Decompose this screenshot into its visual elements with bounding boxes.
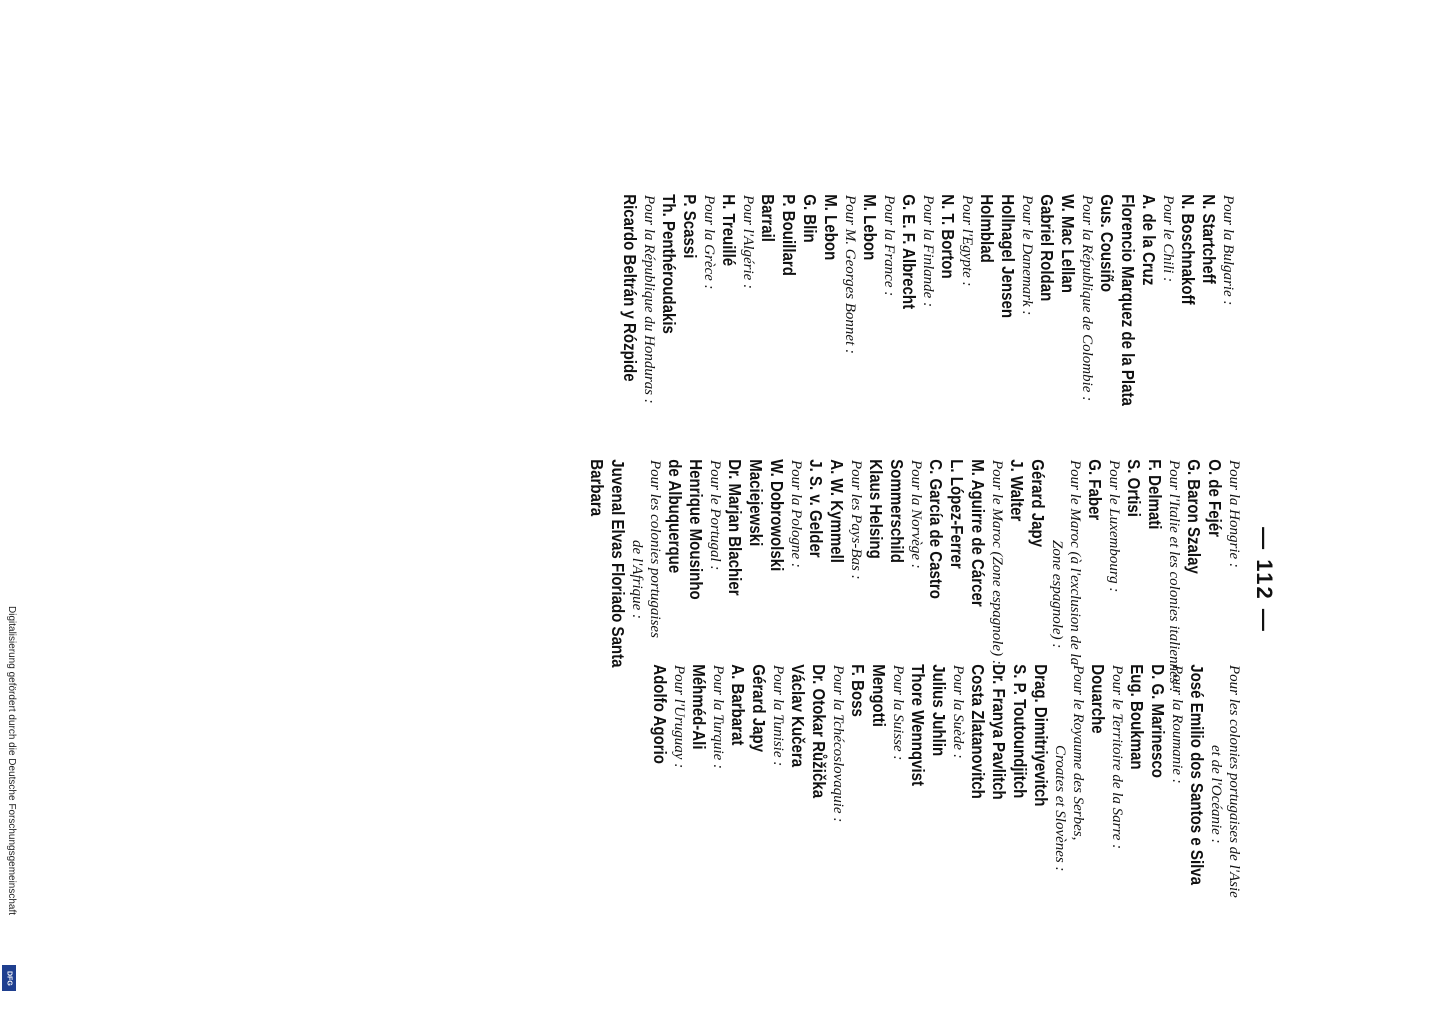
- signatory-name: Julius Juhlin: [929, 664, 949, 757]
- signatory-name: de Albuquerque: [665, 459, 685, 574]
- signatory-name: W. Dobrowolski: [767, 459, 787, 572]
- group-heading: Pour le Chili :: [1160, 195, 1176, 283]
- signatory-name: N. T. Borton: [938, 194, 958, 279]
- signatory-name: F. Boss: [848, 664, 868, 717]
- signatory-name: F. Delmati: [1145, 459, 1165, 530]
- signatory-name: P. Bouillard: [779, 194, 799, 276]
- group-heading: Pour l'Uruguay :: [671, 665, 687, 769]
- group-heading: Pour la Hongrie :: [1226, 460, 1242, 568]
- signatory-group: [658, 165, 718, 465]
- signatory-name: Douarche: [1088, 664, 1108, 734]
- signatory-name: Costa Zlatanovitch: [968, 664, 988, 799]
- signatory-group: [1126, 635, 1186, 1035]
- signatory-name: Gérard Japy: [749, 664, 769, 753]
- signatory-name: Méhméd-Ali: [689, 664, 709, 750]
- signatory-name: Dr. Otokar Růžička: [809, 664, 829, 799]
- signatory-name: Holmblad: [977, 194, 997, 263]
- column-right: [649, 635, 1243, 1035]
- signatory-name: Mengotti: [869, 664, 889, 727]
- group-heading: Pour la Turquie :: [710, 665, 726, 770]
- signatory-name: Gérard Japy: [1028, 459, 1048, 548]
- group-heading: Pour le Royaume des Serbes,: [1070, 665, 1086, 841]
- signatory-name: G. Blin: [800, 194, 820, 243]
- signatory-group: [1096, 165, 1177, 465]
- signatory-name: J. Walter: [1007, 459, 1027, 522]
- signatory-group: [1186, 635, 1243, 1035]
- signatory-name: Gus. Cousiño: [1097, 194, 1117, 293]
- group-heading: Pour l'Algérie :: [740, 195, 756, 290]
- signatory-name: A. Barbarat: [728, 664, 748, 746]
- signatory-name: M. Lebon: [821, 194, 841, 261]
- group-heading: Pour la Norvège :: [908, 460, 924, 569]
- signatory-name: Eug. Boukman: [1127, 664, 1147, 770]
- signatory-group: [727, 635, 787, 1035]
- signatory-group: [1036, 165, 1096, 465]
- signatory-name: D. G. Marinesco: [1148, 664, 1168, 778]
- signatory-name: Ricardo Beltrán y Rózpide: [620, 194, 640, 382]
- signatory-name: J. S. v. Gelder: [806, 459, 826, 558]
- group-heading: Pour la République de Colombie :: [1079, 195, 1095, 402]
- signatory-group: [1087, 635, 1126, 1035]
- signatory-name: G. Baron Szalay: [1184, 459, 1204, 574]
- signatory-name: C. García de Castro: [926, 459, 946, 599]
- signatory-group: [619, 165, 658, 465]
- signatory-group: [1177, 165, 1237, 465]
- signatory-name: S. P. Toutoundjitch: [1010, 664, 1030, 799]
- group-heading: Pour les colonies portugaises de l'Asie: [1226, 665, 1242, 898]
- signatory-group: [976, 165, 1036, 465]
- signatory-name: A. de la Cruz: [1139, 194, 1159, 286]
- group-heading-continued: Croates et Slovènes :: [1052, 745, 1068, 872]
- group-heading: Pour le Portugal :: [707, 460, 723, 571]
- signatory-name: G. Faber: [1085, 459, 1105, 521]
- signatory-name: Gabriel Roldan: [1037, 194, 1057, 302]
- signatory-name: M. Aguirre de Cárcer: [968, 459, 988, 607]
- group-heading: Pour la Finlande :: [920, 195, 936, 308]
- digitization-credit: [3, 606, 17, 986]
- signatory-name: Sommerschild: [887, 459, 907, 563]
- signatory-group: [847, 635, 907, 1035]
- group-heading: Pour la Roumanie :: [1169, 665, 1185, 784]
- signatory-name: Barrail: [758, 194, 778, 242]
- group-heading: Pour M. Georges Bonnet :: [842, 195, 858, 354]
- signatory-name: Adolfo Agorio: [650, 664, 670, 764]
- signatory-name: Hollnagel Jensen: [998, 194, 1018, 319]
- rotated-document-page: [277, 140, 1277, 1020]
- group-heading-continued: et de l'Océanie :: [1208, 745, 1224, 844]
- digitization-credit-text: Digitalisierung gefördert durch die Deutsche Forschungsgemeinschaft: [6, 606, 17, 916]
- signatory-name: Th. Penthéroudakis: [659, 194, 679, 334]
- signatory-name: P. Scassi: [680, 194, 700, 259]
- signatory-name: Barbara: [587, 459, 607, 517]
- signatory-group: [649, 635, 688, 1035]
- group-heading: Pour la Tchécoslovaquie :: [830, 665, 846, 823]
- group-heading: Pour la Suède :: [950, 665, 966, 759]
- dfg-logo: DFG: [2, 965, 16, 991]
- signatory-name: W. Mac Lellan: [1058, 194, 1078, 293]
- signatory-name: Florencio Marquez de la Plata: [1118, 194, 1138, 406]
- group-heading-continued: Zone espagnole) :: [1049, 540, 1065, 649]
- group-heading: Pour le Maroc (à l'exclusion de la: [1067, 460, 1083, 666]
- signatory-name: José Emilio dos Santos e Silva: [1187, 664, 1207, 886]
- signatory-name: Maciejewski: [746, 459, 766, 547]
- group-heading-continued: de l'Afrique :: [629, 540, 645, 620]
- signatory-name: N. Boschnakoff: [1178, 194, 1198, 305]
- signatory-name: S. Ortisi: [1124, 459, 1144, 517]
- signatory-name: Klaus Helsing: [866, 459, 886, 559]
- signatory-name: Henrique Mousinho: [686, 459, 706, 600]
- signatory-name: O. de Fejér: [1205, 459, 1225, 538]
- group-heading: Pour la Suisse :: [890, 665, 906, 761]
- signatory-name: N. Startcheff: [1199, 194, 1219, 284]
- signatory-group: [688, 635, 727, 1035]
- group-heading: Pour la Bulgarie :: [1220, 195, 1236, 306]
- group-heading: Pour le Luxembourg :: [1106, 460, 1122, 593]
- signatory-group: [787, 635, 847, 1035]
- signatory-name: L. López-Ferrer: [947, 459, 967, 569]
- column-left: [619, 165, 1237, 465]
- signatory-name: A. W. Kymmell: [827, 459, 847, 563]
- signatory-group: [718, 165, 757, 465]
- signatory-name: Dr. Marjan Blachier: [725, 459, 745, 596]
- signatory-group: [907, 635, 967, 1035]
- group-heading: Pour la France :: [881, 195, 897, 297]
- signatory-name: Drag. Dimitriyevitch: [1031, 664, 1051, 807]
- group-heading: Pour la Pologne :: [788, 460, 804, 568]
- signatory-group: [859, 165, 898, 465]
- group-heading: Pour la Tunisie :: [770, 665, 786, 767]
- signatory-name: H. Treuillé: [719, 194, 739, 267]
- group-heading: Pour le Territoire de la Sarre :: [1109, 665, 1125, 850]
- signatory-name: M. Lebon: [860, 194, 880, 261]
- group-heading: Pour les Pays-Bas :: [848, 460, 864, 580]
- signatory-name: Thore Wennqvist: [908, 664, 928, 787]
- signatory-name: Dr. Franya Pavlitch: [989, 664, 1009, 800]
- group-heading: Pour le Danemark :: [1019, 195, 1035, 316]
- page-number: — 112 —: [1252, 527, 1277, 633]
- group-heading: Pour les colonies portugaises: [647, 460, 663, 638]
- signatory-group: [757, 165, 859, 465]
- signatory-group: [967, 635, 1087, 1035]
- group-heading: Pour l'Egypte :: [959, 195, 975, 287]
- group-heading: Pour la République du Honduras :: [641, 195, 657, 404]
- group-heading: Pour le Maroc (Zone espagnole) :: [989, 460, 1005, 665]
- group-heading: Pour la Grèce :: [701, 195, 717, 290]
- signatory-name: G. E. F. Albrecht: [899, 194, 919, 310]
- signatory-group: [898, 165, 937, 465]
- signatory-name: Juvenal Elvas Floriado Santa: [608, 459, 628, 668]
- signatory-group: [937, 165, 976, 465]
- group-heading: Pour l'Italie et les colonies italiennes :: [1166, 460, 1182, 693]
- signatory-name: Václav Kučera: [788, 664, 808, 768]
